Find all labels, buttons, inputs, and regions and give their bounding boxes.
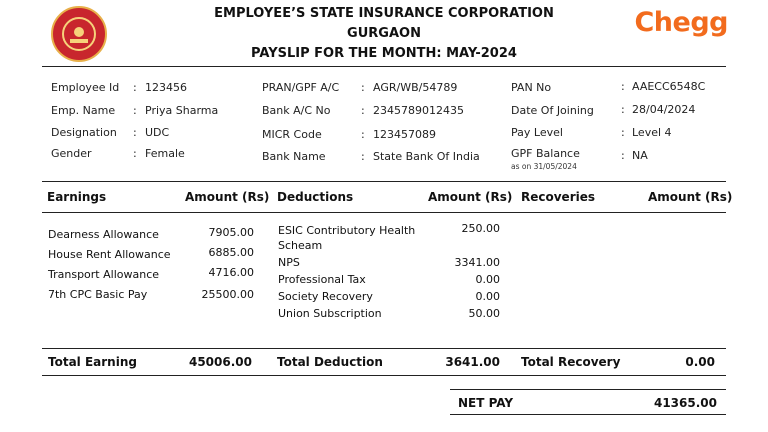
pran-label: PRAN/GPF A/C	[262, 81, 340, 94]
gender-label: Gender	[51, 147, 92, 160]
pay-level-value: Level 4	[632, 126, 672, 139]
deduction-name: Professional Tax	[278, 273, 366, 286]
chegg-logo: Chegg	[634, 7, 728, 38]
earning-amount: 6885.00	[208, 246, 254, 259]
colon: :	[133, 81, 137, 94]
bank-name-value: State Bank Of India	[373, 150, 480, 163]
doj-value: 28/04/2024	[632, 103, 696, 116]
net-pay-value: 41365.00	[653, 396, 717, 410]
total-earning-value: 45006.00	[188, 355, 252, 369]
micr-value: 123457089	[373, 128, 436, 141]
employee-id-value: 123456	[145, 81, 187, 94]
colon: :	[133, 104, 137, 117]
details-divider	[42, 181, 726, 182]
pay-level-label: Pay Level	[511, 126, 563, 139]
earning-name: 7th CPC Basic Pay	[48, 288, 148, 301]
earning-amount: 25500.00	[201, 288, 254, 301]
recoveries-amount-header: Amount (Rs)	[648, 190, 733, 204]
colon: :	[621, 80, 625, 93]
pran-value: AGR/WB/54789	[373, 81, 458, 94]
gender-value: Female	[145, 147, 185, 160]
colon: :	[133, 126, 137, 139]
designation-label: Designation	[51, 126, 117, 139]
totals-top-divider	[42, 348, 726, 349]
net-pay-top-divider	[450, 389, 726, 390]
employee-id-label: Employee Id	[51, 81, 120, 94]
colon: :	[621, 126, 625, 139]
earning-name: Transport Allowance	[48, 268, 160, 281]
earning-name: House Rent Allowance	[48, 248, 171, 261]
emp-name-label: Emp. Name	[51, 104, 116, 117]
pan-label: PAN No	[511, 81, 552, 94]
net-pay-label: NET PAY	[458, 396, 514, 410]
doj-label: Date Of Joining	[511, 104, 594, 117]
total-deduction-value: 3641.00	[445, 355, 500, 369]
micr-label: MICR Code	[262, 128, 322, 141]
pan-value: AAECC6548C	[632, 80, 706, 93]
total-deduction-label: Total Deduction	[277, 355, 383, 369]
total-recovery-value: 0.00	[685, 355, 715, 369]
colon: :	[361, 104, 365, 117]
gpf-balance-label: GPF Balance	[511, 147, 580, 160]
deduction-name-continued: Scheam	[278, 239, 323, 252]
deduction-amount: 0.00	[475, 273, 500, 286]
earnings-amount-header: Amount (Rs)	[185, 190, 270, 204]
deduction-amount: 250.00	[461, 222, 500, 235]
totals-bottom-divider	[42, 375, 726, 376]
net-pay-bottom-divider	[450, 414, 726, 415]
colon: :	[133, 147, 137, 160]
earning-amount: 4716.00	[208, 266, 254, 279]
total-earning-label: Total Earning	[48, 355, 137, 369]
colon: :	[361, 150, 365, 163]
emp-name-value: Priya Sharma	[145, 104, 219, 117]
deduction-amount: 50.00	[468, 307, 500, 320]
payslip-title: PAYSLIP FOR THE MONTH: MAY-2024	[251, 46, 517, 61]
deductions-amount-header: Amount (Rs)	[428, 190, 513, 204]
colon: :	[361, 81, 365, 94]
deduction-name: NPS	[278, 256, 300, 269]
org-name: EMPLOYEE’S STATE INSURANCE CORPORATION	[214, 6, 554, 21]
deduction-name: ESIC Contributory Health	[278, 224, 416, 237]
total-recovery-label: Total Recovery	[521, 355, 621, 369]
bank-ac-value: 2345789012435	[373, 104, 464, 117]
colon: :	[621, 149, 625, 162]
gpf-balance-value: NA	[632, 149, 648, 162]
deduction-name: Union Subscription	[278, 307, 382, 320]
designation-value: UDC	[145, 126, 170, 139]
bank-ac-label: Bank A/C No	[262, 104, 331, 117]
header-divider	[42, 66, 726, 67]
bank-name-label: Bank Name	[262, 150, 326, 163]
colon: :	[361, 128, 365, 141]
city-name: GURGAON	[347, 26, 421, 41]
earnings-header: Earnings	[47, 190, 107, 204]
earning-name: Dearness Allowance	[48, 228, 159, 241]
deduction-amount: 3341.00	[454, 256, 500, 269]
recoveries-header: Recoveries	[521, 190, 596, 204]
deduction-name: Society Recovery	[278, 290, 373, 303]
table-header-divider	[42, 212, 726, 213]
deductions-header: Deductions	[277, 190, 354, 204]
earning-amount: 7905.00	[208, 226, 254, 239]
deduction-amount: 0.00	[475, 290, 500, 303]
colon: :	[621, 103, 625, 116]
gpf-balance-date: as on 31/05/2024	[511, 162, 577, 171]
